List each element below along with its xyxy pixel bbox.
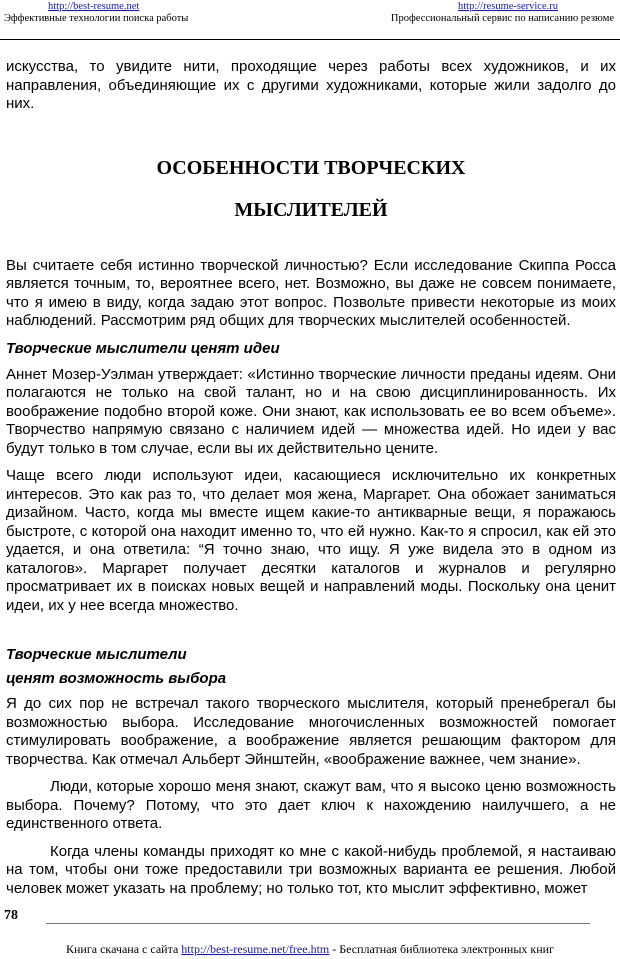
footer-prefix: Книга скачана с сайта [66,942,182,956]
paragraph-6: Когда члены команды приходят ко мне с какой-нибудь проблемой, я настаиваю на том, чтобы они тоже предоставили три возможных варианта ее решения. Любой человек может указать на проблему; но только тот, кто мыслит эффективно, может [6,842,616,897]
subheading-ideas: Творческие мыслители ценят идеи [6,339,280,357]
header-left-link[interactable]: http://best-resume.net [48,1,140,12]
paragraph-2: Аннет Мозер-Уэлман утверждает: «Истинно творческие личности преданы идеям. Они полагаются не только на свой талант, но и на свою дисциплинированность. Их воображение подобно второй коже. Они знают, как использовать ее во всем объеме». Творчество напрямую связано с наличием идей — множества идей. Но идеи у вас будут только в том случае, если вы их действительно цените. [6,365,616,457]
header-left-tagline: Эффективные технологии поиска работы [4,13,189,24]
header-divider [0,39,620,40]
header-right-link[interactable]: http://resume-service.ru [457,1,558,12]
page-number: 78 [4,908,18,923]
footer-note [0,942,620,956]
paragraph-3: Чаще всего люди используют идеи, касающиеся исключительно их конкретных интересов. Это как раз то, что делает моя жена, Маргарет. Она обожает заниматься дизайном. Часто, когда мы вместе ищем какие-то антикварные вещи, я поражаюсь быстроте, с которой она находит именно то, что ей нужно. Как-то я спросил, как ей это удается, и она ответила: “Я точно знаю, что ищу. Я уже видела это в одном из каталогов». Маргарет получает десятки каталогов и журналов и регулярно просматривает их в поисках новых вещей и направлений моды. Поскольку она ценит идеи, их у нее всегда множество. [6,467,616,614]
header-right-tagline: Профессиональный сервис по написанию резюме [390,13,614,24]
chapter-title-line-2: МЫСЛИТЕЛЕЙ [234,198,388,221]
paragraph-1: Вы считаете себя истинно творческой личностью? Если исследование Скиппа Росса является точным, то, вероятнее всего, нет. Возможно, вы даже не совсем понимаете, что я имею в виду, когда задаю этот вопрос. Позвольте привести некоторые из моих наблюдений. Рассмотрим ряд общих для творческих мыслителей особенностей. [6,256,616,329]
footer-link[interactable]: http://best-resume.net/free.htm [181,942,330,956]
chapter-title-line-1: ОСОБЕННОСТИ ТВОРЧЕСКИХ [156,156,466,179]
paragraph-5: Люди, которые хорошо меня знают, скажут вам, что я высоко ценю возможность выбора. Почему? Потому, что это дает ключ к нахождению наилучшего, а не единственного ответа. [6,778,616,832]
footer-suffix: - Бесплатная библиотека электронных книг [329,942,554,956]
footer-divider [46,923,590,924]
page-footer [0,905,620,959]
paragraph-intro: искусства, то увидите нити, проходящие через работы всех художников, и их направления, объединяющие их с другими художниками, которые жили задолго до них. [6,58,616,112]
subheading-choice-line-2: ценят возможность выбора [6,670,227,687]
subheading-choice-line-1: Творческие мыслители [6,646,187,663]
page-body [6,58,616,907]
paragraph-4: Я до сих пор не встречал такого творческого мыслителя, который пренебрегал бы возможностью выбора. Исследование многочисленных возможностей помогает стимулировать воображение, а воображение является решающим фактором для творчества. Как отмечал Альберт Эйнштейн, «воображение важнее, чем знание». [6,695,616,768]
page-header [0,0,620,40]
